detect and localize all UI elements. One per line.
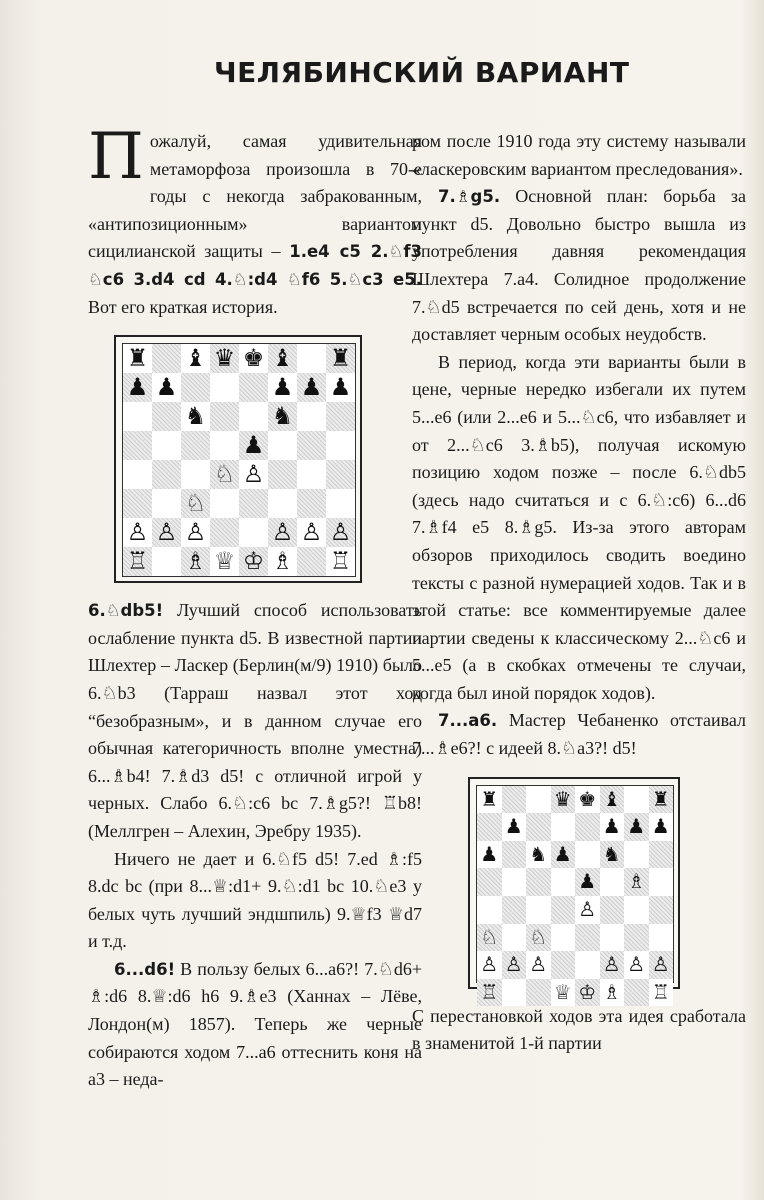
square-a2 — [477, 951, 502, 979]
chess-piece: ♞ — [602, 841, 621, 866]
square-b5 — [152, 431, 181, 460]
paragraph-6f5: Ничего не дает и 6.♘f5 d5! 7.ed ♗:f5 8.dc bc (при 8...♕:d1+ 9.♘:d1 bc 10.♘e3 у белых чуть лучший эндшпиль) 9.♕f3 ♕d7 и т.д. — [88, 848, 422, 952]
square-h7 — [649, 813, 674, 841]
chess-piece: ♟ — [300, 372, 323, 401]
square-b6 — [152, 402, 181, 431]
square-c4 — [181, 460, 210, 489]
square-g3 — [297, 489, 326, 518]
square-e5 — [575, 868, 600, 896]
paragraph-period: В период, когда эти варианты были в цене, черные нередко избегали их путем 5...e6 (или 2...e6 и 5...♘c6, что избавляет и от 2...♘c6 3.♗b5), получая искомую позицию ходом позже – после 6.♘db5 (здесь надо считаться и с 6.♘:c6) 6...d6 7.♗f4 e5 8.♗g5. Из-за этого авторам обзоров приходилось сводить воедино тексты с разной нумерацией ходов. Так и в этой статье: все комментируемые далее партии сведены к классическому 2...♘c6 и 5...e5 (а в скобках отмечены те случаи, когда был иной порядок ходов). — [412, 351, 746, 703]
square-c2 — [181, 518, 210, 547]
square-f8 — [600, 786, 625, 814]
square-d8 — [551, 786, 576, 814]
square-a6 — [477, 841, 502, 869]
square-c3 — [526, 924, 551, 952]
square-g6 — [624, 841, 649, 869]
chess-piece: ♖ — [651, 979, 670, 1004]
square-e1 — [239, 547, 268, 576]
chess-piece: ♖ — [480, 979, 499, 1004]
square-d3 — [551, 924, 576, 952]
square-e8 — [575, 786, 600, 814]
square-e3 — [239, 489, 268, 518]
left-column — [88, 120, 422, 1094]
square-d2 — [210, 518, 239, 547]
square-b3 — [152, 489, 181, 518]
square-b1 — [152, 547, 181, 576]
chess-diagram-1 — [114, 335, 362, 583]
square-c8 — [181, 344, 210, 373]
intro-text: ожалуй, самая удивительная метаморфоза произошла в 70-е годы с некогда забракованным, «антипозиционным» вариантом сицилианской защиты – — [88, 131, 422, 262]
chess-piece: ♘ — [529, 924, 548, 949]
square-b7 — [502, 813, 527, 841]
square-f2 — [268, 518, 297, 547]
square-h2 — [649, 951, 674, 979]
move-heading: 7...a6. — [438, 711, 498, 731]
square-a3 — [123, 489, 152, 518]
chess-piece: ♔ — [578, 979, 597, 1004]
chess-piece: ♜ — [126, 343, 149, 372]
paragraph-text: Мастер Чебаненко отстаивал 7...♗e6?! с идеей 8.♘a3?! d5! — [412, 710, 746, 759]
square-g8 — [297, 344, 326, 373]
paragraph-text: Основной план: борьба за пункт d5. Довольно быстро вышла из употребления давняя рекомендация Шлехтера 7.a4. Солидное продолжение 7.♘d5 встречается по сей день, хотя и не доставляет черным особых неудобств. — [412, 186, 746, 345]
square-a8 — [477, 786, 502, 814]
square-b2 — [502, 951, 527, 979]
chess-piece: ♔ — [242, 546, 265, 575]
square-h5 — [649, 868, 674, 896]
square-e2 — [575, 951, 600, 979]
square-a8 — [123, 344, 152, 373]
square-e3 — [575, 924, 600, 952]
square-h2 — [326, 518, 355, 547]
chess-piece: ♘ — [480, 924, 499, 949]
chess-piece: ♝ — [184, 343, 207, 372]
square-a6 — [123, 402, 152, 431]
square-a3 — [477, 924, 502, 952]
square-b4 — [152, 460, 181, 489]
square-c3 — [181, 489, 210, 518]
square-f1 — [268, 547, 297, 576]
chess-diagram-2 — [468, 777, 680, 1004]
paragraph-text: В пользу белых 6...a6?! 7.♘d6+ ♗:d6 8.♕:d6 h6 9.♗e3 (Ханнах – Лёве, Лондон(м) 1857). Теперь же черные собираются ходом 7...a6 оттеснить коня на a3 – неда- — [88, 958, 422, 1090]
move-heading: 6.♘db5! — [88, 601, 164, 621]
chess-piece: ♟ — [480, 841, 499, 866]
chess-piece: ♚ — [242, 343, 265, 372]
square-b8 — [502, 786, 527, 814]
square-a5 — [477, 868, 502, 896]
page-title: ЧЕЛЯБИНСКИЙ ВАРИАНТ — [214, 56, 630, 89]
chess-piece: ♘ — [184, 488, 207, 517]
square-e8 — [239, 344, 268, 373]
square-g7 — [624, 813, 649, 841]
chess-piece: ♜ — [651, 786, 670, 811]
right-column — [412, 128, 746, 1058]
chess-piece: ♙ — [480, 952, 499, 977]
chess-piece: ♙ — [651, 952, 670, 977]
chess-piece: ♟ — [553, 841, 572, 866]
square-h6 — [326, 402, 355, 431]
square-d4 — [551, 896, 576, 924]
chess-board-grid — [122, 343, 356, 577]
square-e2 — [239, 518, 268, 547]
square-f5 — [268, 431, 297, 460]
move-heading: 7.♗g5. — [438, 187, 501, 207]
square-e7 — [239, 373, 268, 402]
square-g1 — [297, 547, 326, 576]
chess-piece: ♜ — [329, 343, 352, 372]
square-f5 — [600, 868, 625, 896]
square-e4 — [239, 460, 268, 489]
paragraph-7g5 — [412, 183, 746, 349]
square-b7 — [152, 373, 181, 402]
chess-piece: ♙ — [578, 897, 597, 922]
drop-cap: П — [88, 120, 144, 194]
square-f6 — [268, 402, 297, 431]
chess-piece: ♙ — [529, 952, 548, 977]
square-a4 — [477, 896, 502, 924]
chess-piece: ♜ — [480, 786, 499, 811]
chess-piece: ♘ — [213, 459, 236, 488]
square-c8 — [526, 786, 551, 814]
paragraph-6db5 — [88, 597, 422, 845]
square-h8 — [649, 786, 674, 814]
chess-piece: ♝ — [271, 343, 294, 372]
chess-piece: ♞ — [271, 401, 294, 430]
intro-paragraph — [88, 120, 422, 321]
square-d1 — [210, 547, 239, 576]
square-g4 — [297, 460, 326, 489]
square-b8 — [152, 344, 181, 373]
chess-piece: ♕ — [213, 546, 236, 575]
square-g5 — [297, 431, 326, 460]
chess-piece: ♖ — [329, 546, 352, 575]
chess-piece: ♙ — [271, 517, 294, 546]
square-a1 — [123, 547, 152, 576]
chess-piece: ♙ — [242, 459, 265, 488]
square-f7 — [600, 813, 625, 841]
square-d6 — [551, 841, 576, 869]
square-d7 — [551, 813, 576, 841]
square-d2 — [551, 951, 576, 979]
paragraph-final: С перестановкой ходов эта идея сработала в знаменитой 1-й партии — [412, 1005, 746, 1054]
paragraph-7a6 — [412, 707, 746, 762]
chess-piece: ♟ — [329, 372, 352, 401]
chess-piece: ♟ — [578, 869, 597, 894]
move-heading: 6...d6! — [114, 959, 176, 979]
chess-piece: ♛ — [213, 343, 236, 372]
chess-board-grid — [476, 785, 674, 1004]
square-a2 — [123, 518, 152, 547]
square-g3 — [624, 924, 649, 952]
chess-piece: ♙ — [329, 517, 352, 546]
square-f7 — [268, 373, 297, 402]
square-c6 — [526, 841, 551, 869]
square-g5 — [624, 868, 649, 896]
square-b4 — [502, 896, 527, 924]
square-h7 — [326, 373, 355, 402]
chess-piece: ♝ — [602, 786, 621, 811]
square-d8 — [210, 344, 239, 373]
square-c7 — [526, 813, 551, 841]
chess-piece: ♗ — [602, 979, 621, 1004]
square-h4 — [649, 896, 674, 924]
square-f8 — [268, 344, 297, 373]
square-g2 — [624, 951, 649, 979]
square-f4 — [268, 460, 297, 489]
square-h3 — [649, 924, 674, 952]
square-d4 — [210, 460, 239, 489]
square-b5 — [502, 868, 527, 896]
square-c4 — [526, 896, 551, 924]
square-c5 — [181, 431, 210, 460]
chess-piece: ♟ — [155, 372, 178, 401]
square-a7 — [123, 373, 152, 402]
chess-piece: ♙ — [155, 517, 178, 546]
chess-piece: ♖ — [126, 546, 149, 575]
square-c1 — [181, 547, 210, 576]
chess-piece: ♟ — [126, 372, 149, 401]
chess-piece: ♙ — [300, 517, 323, 546]
chess-piece: ♞ — [529, 841, 548, 866]
square-h1 — [326, 547, 355, 576]
chess-piece: ♞ — [184, 401, 207, 430]
square-a4 — [123, 460, 152, 489]
square-c7 — [181, 373, 210, 402]
square-b6 — [502, 841, 527, 869]
intro-moves: 1.e4 c5 2.♘f3 ♘c6 3.d4 cd 4.♘:d4 ♘f6 5.♘c3 e5. — [88, 242, 422, 289]
paragraph-6d6 — [88, 956, 422, 1094]
chess-piece: ♙ — [126, 517, 149, 546]
square-c6 — [181, 402, 210, 431]
square-e6 — [239, 402, 268, 431]
chess-piece: ♙ — [602, 952, 621, 977]
square-g6 — [297, 402, 326, 431]
square-a5 — [123, 431, 152, 460]
chess-piece: ♙ — [504, 952, 523, 977]
square-f6 — [600, 841, 625, 869]
intro-end: Вот его краткая история. — [88, 296, 278, 317]
square-d6 — [210, 402, 239, 431]
square-h8 — [326, 344, 355, 373]
square-g4 — [624, 896, 649, 924]
square-g7 — [297, 373, 326, 402]
chess-piece: ♙ — [184, 517, 207, 546]
square-e5 — [239, 431, 268, 460]
chess-piece: ♟ — [602, 814, 621, 839]
square-c2 — [526, 951, 551, 979]
square-d5 — [551, 868, 576, 896]
paragraph-continuation: ром после 1910 года эту систему называли «ласкеровским вариантом преследования». — [412, 131, 746, 179]
chess-piece: ♚ — [578, 786, 597, 811]
chess-piece: ♗ — [184, 546, 207, 575]
chess-piece: ♟ — [504, 814, 523, 839]
square-c5 — [526, 868, 551, 896]
square-d5 — [210, 431, 239, 460]
square-h4 — [326, 460, 355, 489]
chess-piece: ♕ — [553, 979, 572, 1004]
square-e7 — [575, 813, 600, 841]
chess-piece: ♗ — [271, 546, 294, 575]
square-f3 — [268, 489, 297, 518]
square-b3 — [502, 924, 527, 952]
square-g8 — [624, 786, 649, 814]
chess-piece: ♟ — [242, 430, 265, 459]
chess-piece: ♙ — [627, 952, 646, 977]
chess-piece: ♟ — [651, 814, 670, 839]
square-h5 — [326, 431, 355, 460]
square-h3 — [326, 489, 355, 518]
chess-piece: ♟ — [271, 372, 294, 401]
paragraph-text: Лучший способ использовать ослабление пункта d5. В известной партии Шлехтер – Ласкер (Берлин(м/9) 1910) было 6.♘b3 (Тарраш назвал этот ход “безобразным», и в данном случае его обычная категоричность вполне уместна) 6...♗b4! 7.♗d3 d5! с отличной игрой у черных. Слабо 6.♘:c6 bc 7.♗g5?! ♖b8! (Меллгрен – Алехин, Эребру 1935). — [88, 600, 422, 841]
square-e6 — [575, 841, 600, 869]
square-b2 — [152, 518, 181, 547]
square-d3 — [210, 489, 239, 518]
chess-piece: ♟ — [627, 814, 646, 839]
square-g2 — [297, 518, 326, 547]
square-f2 — [600, 951, 625, 979]
square-f3 — [600, 924, 625, 952]
chess-piece: ♗ — [627, 869, 646, 894]
square-d7 — [210, 373, 239, 402]
square-a7 — [477, 813, 502, 841]
chess-piece: ♛ — [553, 786, 572, 811]
square-h6 — [649, 841, 674, 869]
square-e4 — [575, 896, 600, 924]
square-f4 — [600, 896, 625, 924]
